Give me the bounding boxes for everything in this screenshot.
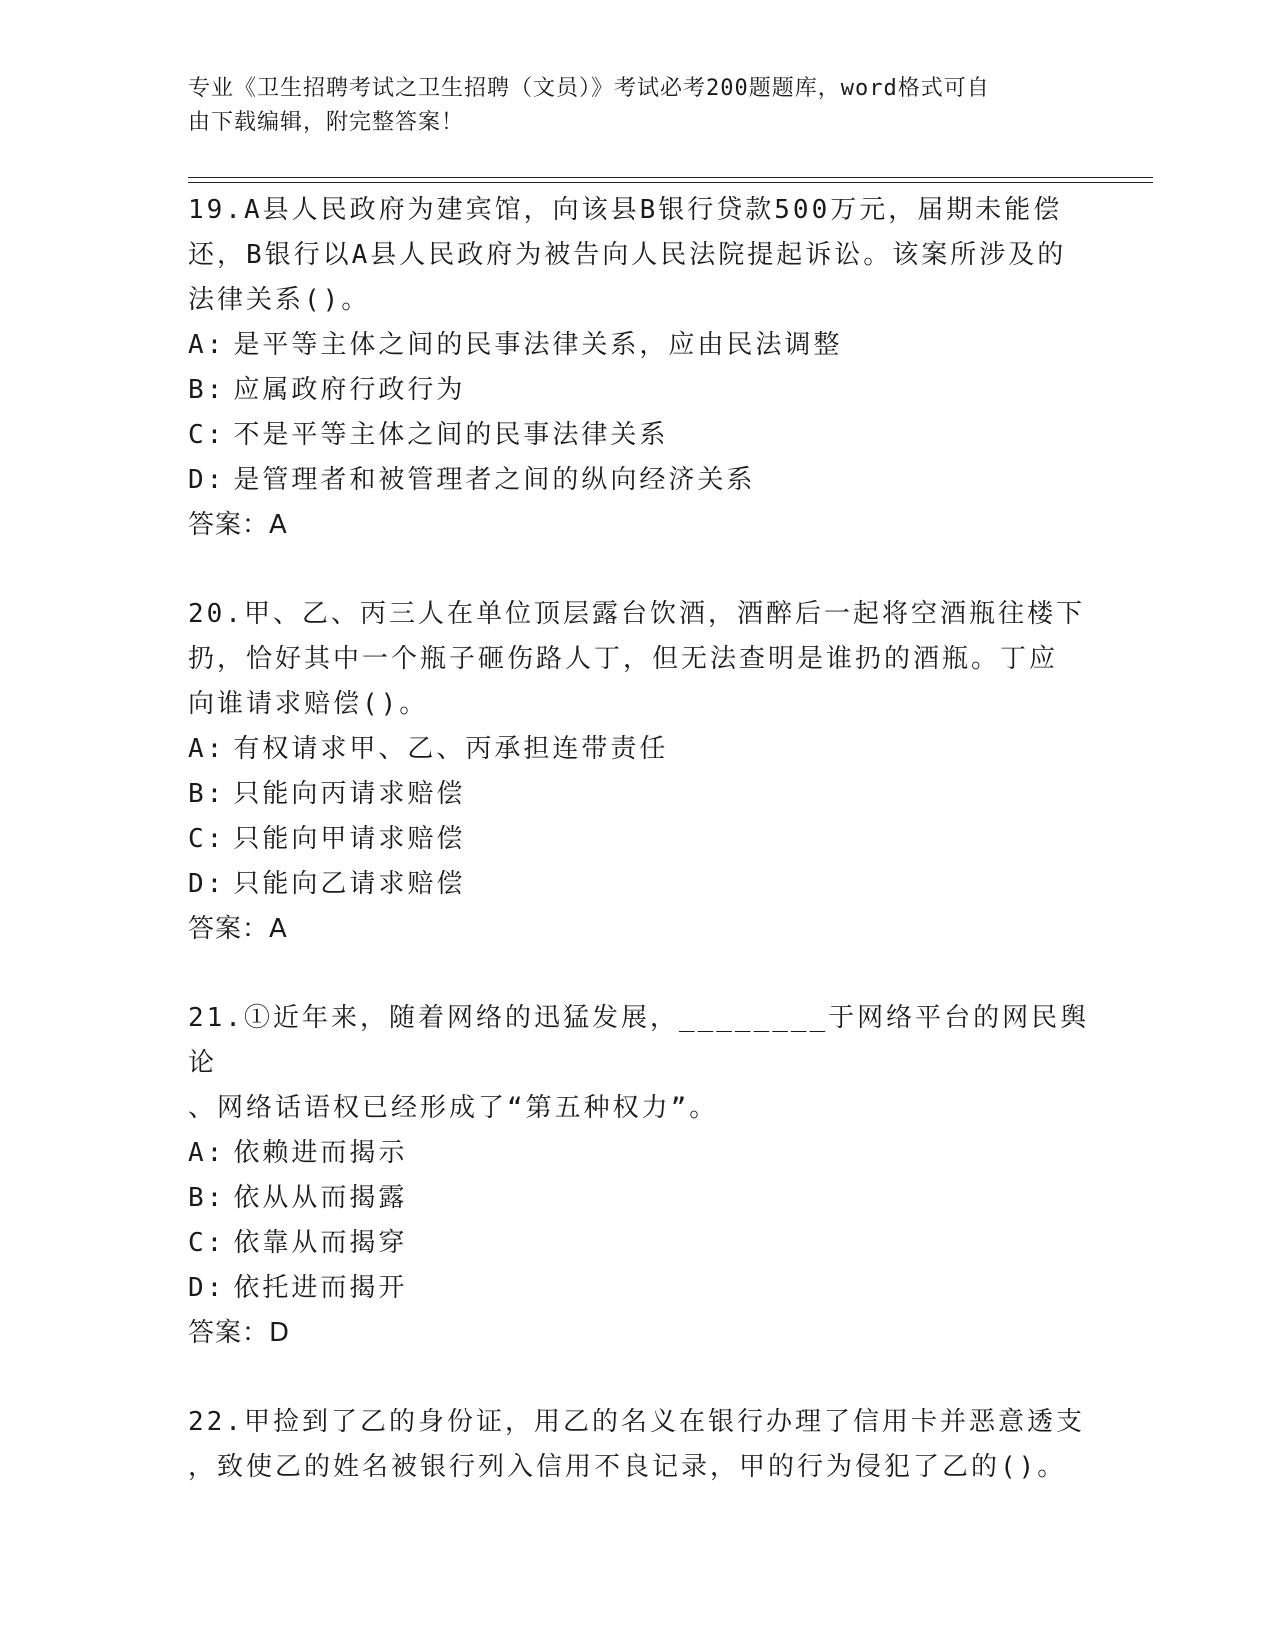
option-d: D: 是管理者和被管理者之间的纵向经济关系 bbox=[188, 465, 756, 495]
question-22 bbox=[188, 1400, 1093, 1490]
option-d: D: 只能向乙请求赔偿 bbox=[188, 869, 466, 899]
option-a: A: 是平等主体之间的民事法律关系，应由民法调整 bbox=[188, 330, 843, 360]
question-stem-line: 19.A县人民政府为建宾馆，向该县B银行贷款500万元，届期未能偿 bbox=[188, 195, 1063, 225]
option-c: C: 不是平等主体之间的民事法律关系 bbox=[188, 420, 669, 450]
question-19 bbox=[188, 188, 1093, 548]
header-line-1: 专业《卫生招聘考试之卫生招聘（文员）》考试必考200题题库，word格式可自 bbox=[188, 76, 990, 101]
option-c: C: 依靠从而揭穿 bbox=[188, 1228, 408, 1258]
header-line-2: 由下载编辑，附完整答案！ bbox=[188, 110, 465, 135]
header-divider-bottom bbox=[188, 182, 1153, 183]
question-stem-line: 法律关系()。 bbox=[188, 285, 371, 315]
question-stem-line: 还，B银行以A县人民政府为被告向人民法院提起诉讼。该案所涉及的 bbox=[188, 240, 1067, 270]
option-b: B: 依从从而揭露 bbox=[188, 1183, 408, 1213]
question-list bbox=[188, 188, 1093, 1534]
answer-line: 答案：A bbox=[188, 914, 288, 944]
question-stem-line: 21.①近年来，随着网络的迅猛发展，________于网络平台的网民舆论 bbox=[188, 1003, 1090, 1078]
option-a: A: 有权请求甲、乙、丙承担连带责任 bbox=[188, 734, 669, 764]
question-stem-line: 22.甲捡到了乙的身份证，用乙的名义在银行办理了信用卡并恶意透支 bbox=[188, 1407, 1085, 1437]
document-header bbox=[188, 72, 1068, 140]
question-stem-line: 向谁请求赔偿()。 bbox=[188, 689, 429, 719]
header-divider-top bbox=[188, 177, 1153, 178]
answer-line: 答案：D bbox=[188, 1318, 291, 1348]
option-b: B: 应属政府行政行为 bbox=[188, 375, 466, 405]
option-d: D: 依托进而揭开 bbox=[188, 1273, 408, 1303]
question-stem-line: ，致使乙的姓名被银行列入信用不良记录，甲的行为侵犯了乙的()。 bbox=[188, 1452, 1067, 1482]
question-stem-line: 20.甲、乙、丙三人在单位顶层露台饮酒，酒醉后一起将空酒瓶往楼下 bbox=[188, 599, 1085, 629]
option-c: C: 只能向甲请求赔偿 bbox=[188, 824, 466, 854]
question-20 bbox=[188, 592, 1093, 952]
question-21 bbox=[188, 996, 1093, 1356]
question-stem-line: 扔，恰好其中一个瓶子砸伤路人丁，但无法查明是谁扔的酒瓶。丁应 bbox=[188, 644, 1059, 674]
option-b: B: 只能向丙请求赔偿 bbox=[188, 779, 466, 809]
answer-line: 答案：A bbox=[188, 510, 288, 540]
question-stem-line: 、网络话语权已经形成了“第五种权力”。 bbox=[188, 1093, 719, 1123]
option-a: A: 依赖进而揭示 bbox=[188, 1138, 408, 1168]
